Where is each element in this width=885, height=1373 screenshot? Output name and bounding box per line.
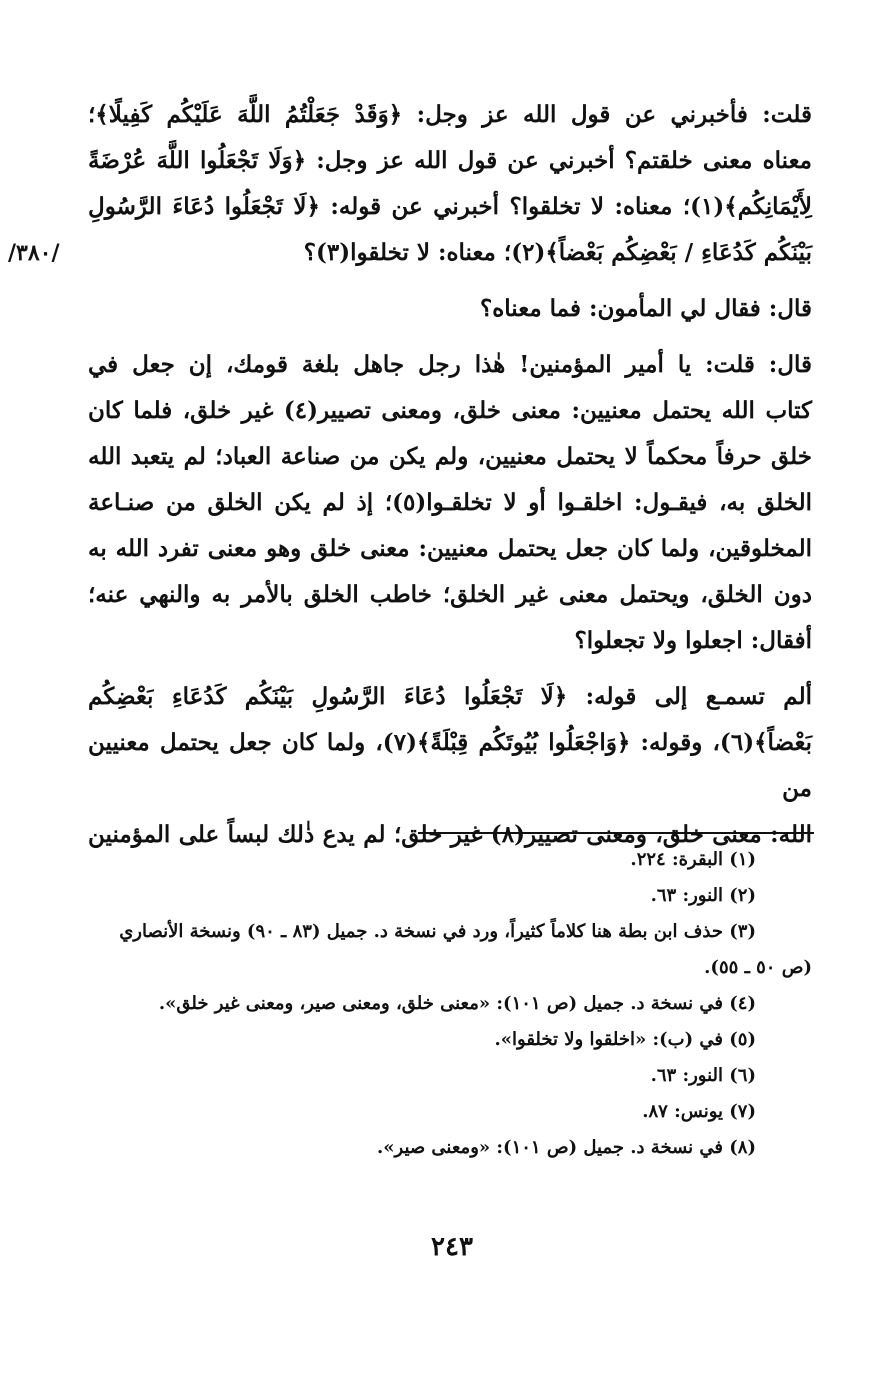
text-line: بَعْضاً﴾(٦)، وقوله: ﴿وَاجْعَلُوا بُيُوتَكُم قِبْلَةً﴾(٧)، ولما كان جعل يحتمل معنيين من bbox=[88, 729, 812, 802]
paragraph-2 bbox=[88, 286, 812, 332]
footnote-text: (٨) في نسخة د. جميل (ص ١٠١): «ومعنى صير». bbox=[377, 1137, 756, 1158]
text-line: قلت: فأخبرني عن قول الله عز وجل: ﴿وَقَدْ جَعَلْتُمُ اللَّهَ عَلَيْكُم كَفِيلًا﴾؛ bbox=[88, 101, 812, 128]
footnote-text: (٤) في نسخة د. جميل (ص ١٠١): «معنى خلق، ومعنى صير، ومعنى غير خلق». bbox=[158, 993, 756, 1014]
paragraph-4 bbox=[88, 674, 812, 858]
page-number: ٢٤٣ bbox=[431, 1232, 473, 1262]
paragraph-3 bbox=[88, 342, 812, 664]
footnote-3 bbox=[88, 914, 812, 986]
text-line: الله: معنى خلق، ومعنى تصيير(٨) غير خلق؛ لم يدع ذٰلك لبساً على المؤمنين bbox=[88, 821, 812, 848]
text-line: الخلق به، فيقـول: اخلقـوا أو لا تخلقـوا(٥)؛ إذ لم يكن الخلق من صنـاعة bbox=[88, 489, 812, 516]
main-text bbox=[88, 92, 812, 868]
footnote-7 bbox=[88, 1094, 812, 1130]
text-line: معناه معنى خلقتم؟ أخبرني عن قول الله عز وجل: ﴿وَلَا تَجْعَلُوا اللَّهَ عُرْضَةً bbox=[88, 147, 812, 174]
text-line: قال: قلت: يا أمير المؤمنين! هٰذا رجل جاهل بلغة قومك، إن جعل في bbox=[88, 351, 812, 378]
footnote-8 bbox=[88, 1130, 812, 1166]
footnote-text: (١) البقرة: ٢٢٤. bbox=[630, 849, 756, 870]
text-line: بَيْنَكُم كَدُعَاءِ / بَعْضِكُم بَعْضاً﴾(٢)؛ معناه: لا تخلقوا(٣)؟ bbox=[303, 239, 812, 266]
text-line: كتاب الله يحتمل معنيين: معنى خلق، ومعنى تصيير(٤) غير خلق، فلما كان bbox=[88, 397, 812, 424]
paragraph-1 bbox=[88, 92, 812, 276]
text-line: أفقال: اجعلوا ولا تجعلوا؟ bbox=[574, 627, 812, 654]
footnote-text: (٣) حذف ابن بطة هنا كلاماً كثيراً، ورد في نسخة د. جميل (٨٣ ـ ٩٠) ونسخة الأنصاري bbox=[119, 921, 756, 942]
footnotes bbox=[88, 842, 812, 1166]
text-line: المخلوقين، ولما كان جعل يحتمل معنيين: معنى خلق وهو معنى تفرد الله به bbox=[88, 535, 812, 562]
footnote-5 bbox=[88, 1022, 812, 1058]
footnote-separator bbox=[418, 832, 814, 834]
footnote-text: (٦) النور: ٦٣. bbox=[650, 1065, 756, 1086]
footnote-text: (٧) يونس: ٨٧. bbox=[642, 1101, 756, 1122]
footnote-continuation: (ص ٥٠ ـ ٥٥). bbox=[704, 957, 812, 978]
text-line: ألم تسمـع إلى قوله: ﴿لَا تَجْعَلُوا دُعَاءَ الرَّسُولِ بَيْنَكُم كَدُعَاءِ بَعْضِكُم bbox=[88, 683, 812, 710]
footnote-1 bbox=[88, 842, 812, 878]
text-line: خلق حرفاً محكماً لا يحتمل معنيين، ولم يكن من صناعة العباد؛ لم يتعبد الله bbox=[88, 443, 812, 470]
footnote-text: (٢) النور: ٦٣. bbox=[650, 885, 756, 906]
text-line: لِأَيْمَانِكُم﴾(١)؛ معناه: لا تخلقوا؟ أخبرني عن قوله: ﴿لَا تَجْعَلُوا دُعَاءَ الرَّسُولِ bbox=[88, 193, 812, 220]
footnote-text: (٥) في (ب): «اخلقوا ولا تخلقوا». bbox=[494, 1029, 756, 1050]
text-line: دون الخلق، ويحتمل معنى غير الخلق؛ خاطب الخلق بالأمر به والنهي عنه؛ bbox=[88, 581, 812, 608]
footnote-2 bbox=[88, 878, 812, 914]
text-line: قال: فقال لي المأمون: فما معناه؟ bbox=[480, 295, 812, 322]
footnote-4 bbox=[88, 986, 812, 1022]
footnote-6 bbox=[88, 1058, 812, 1094]
margin-page-reference: /٣٨٠/ bbox=[8, 240, 60, 266]
